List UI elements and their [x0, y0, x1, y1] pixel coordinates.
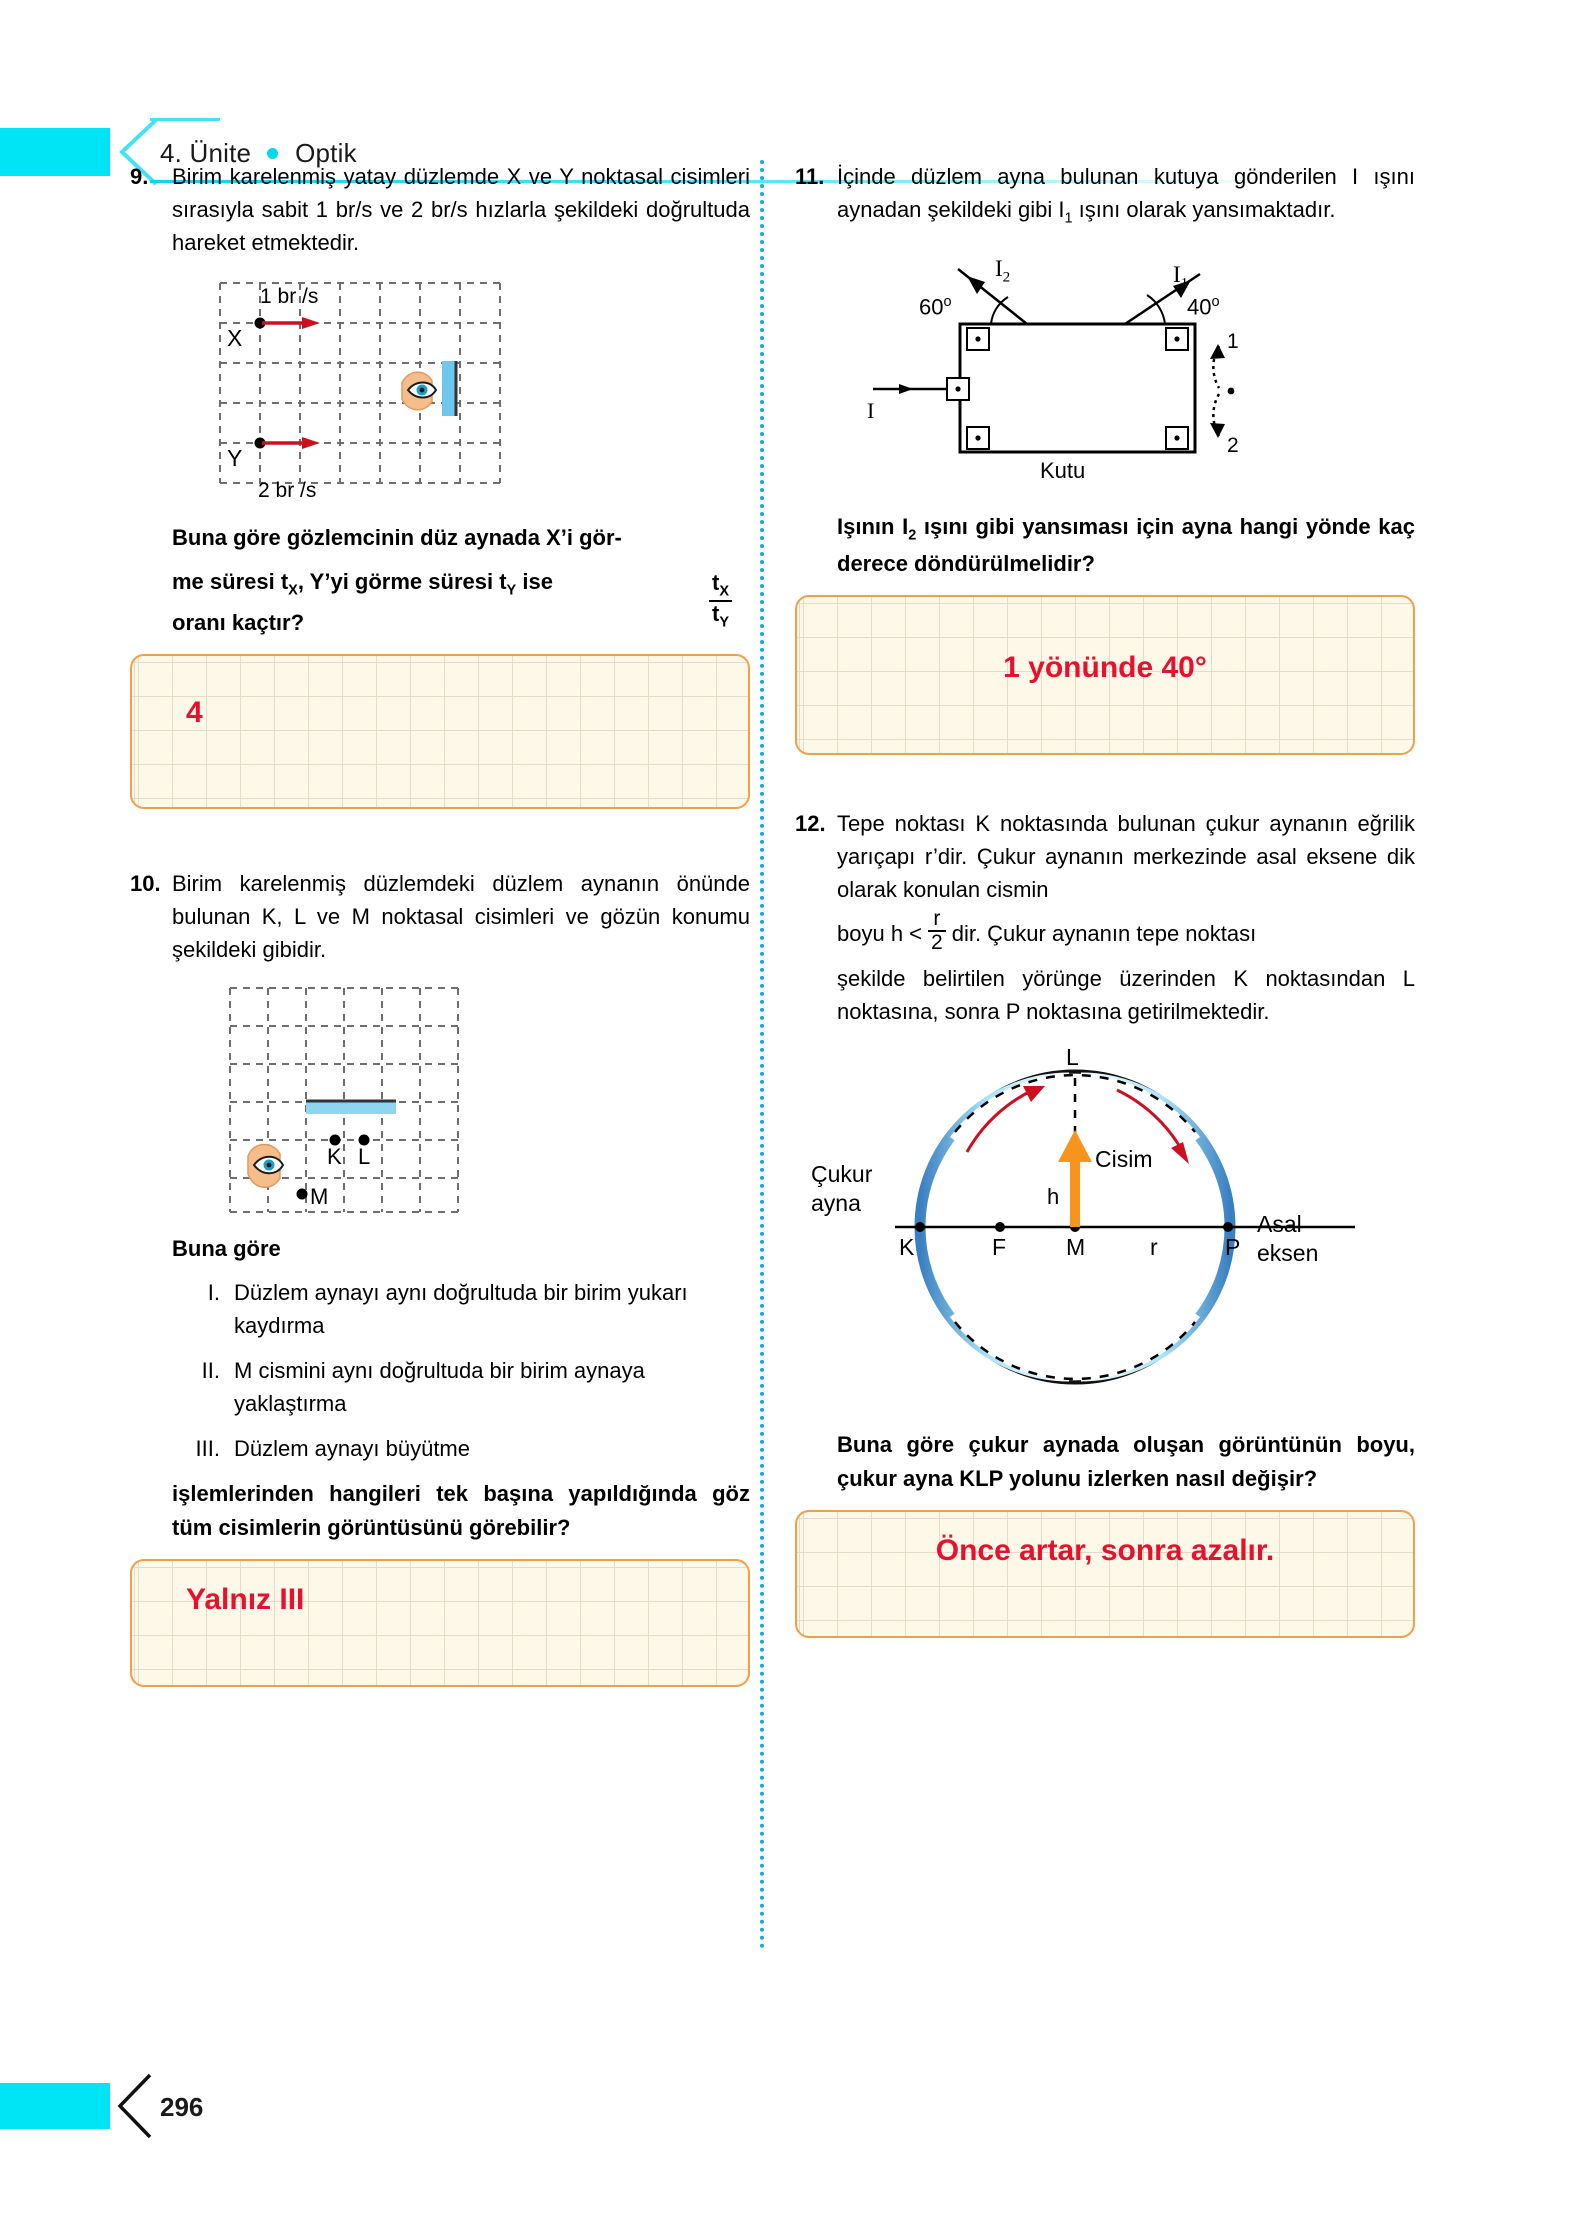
- question-12-answer: Önce artar, sonra azalır.: [935, 1534, 1275, 1568]
- question-9-speed-y-label: 2 br /s: [258, 479, 317, 502]
- header-unit-label: 4. Ünite: [160, 138, 252, 168]
- option-item: [190, 1354, 750, 1420]
- mirror-surface: [442, 361, 455, 416]
- footer-chevron-icon: [108, 2073, 152, 2139]
- header-top-rule: [150, 118, 220, 121]
- question-11-answer-box[interactable]: [795, 595, 1415, 755]
- option-item: [190, 1276, 750, 1342]
- question-11-prompt-sub: 2: [908, 527, 917, 544]
- question-9-prompt-line3: oranı kaçtır?: [172, 609, 305, 635]
- point-f-marker: [995, 1222, 1005, 1232]
- question-9-sub-y: Y: [506, 582, 517, 599]
- question-12-number: 12.: [795, 811, 826, 837]
- question-12-answer-box[interactable]: [795, 1510, 1415, 1638]
- left-column: [130, 160, 750, 1687]
- question-9-prompt: [172, 521, 750, 640]
- question-12: [795, 807, 1415, 1638]
- header-accent-block: [0, 128, 110, 176]
- question-11-prompt-a: Işının I: [837, 514, 909, 540]
- question-11-ray-i1-label: $I_1$: [1173, 262, 1189, 292]
- question-11-caption: Kutu: [1040, 458, 1086, 484]
- point-k-marker: [915, 1222, 925, 1232]
- option-text: Düzlem aynayı büyütme: [234, 1436, 470, 1462]
- question-12-text-line1: Tepe noktası K noktasında bulunan çukur aynanın eğrilik yarıçapı r’dir. Çukur aynanın merkezinde asal eksene dik olarak konulan cismin: [837, 811, 1415, 903]
- page-number: 296: [160, 2092, 204, 2122]
- question-9-point-x-label: X: [227, 325, 243, 351]
- option-roman: I.: [207, 1280, 220, 1306]
- question-12-fraction: [928, 908, 946, 954]
- footer-accent-block: [0, 2083, 110, 2129]
- question-12-radius-label: r: [1150, 1234, 1158, 1261]
- question-9-prompt-line2a: me süresi t: [172, 569, 289, 595]
- column-divider: [760, 160, 764, 1950]
- right-column: [795, 160, 1415, 1638]
- question-9-sub-x: X: [288, 582, 298, 599]
- dot-icon: [267, 148, 278, 159]
- fraction-denominator: $t_Y$: [709, 600, 732, 631]
- eye-icon: [402, 372, 436, 410]
- fraction-denominator: 2: [928, 930, 946, 954]
- question-11-rotation-2-label: 2: [1227, 434, 1239, 458]
- page-header: [0, 60, 1583, 168]
- question-11-angle-60-label: 60$^o$: [919, 294, 952, 320]
- question-12-height-label: h: [1047, 1184, 1060, 1210]
- option-text: M cismini aynı doğrultuda bir birim aynaya yaklaştırma: [234, 1358, 645, 1417]
- question-9: [130, 160, 750, 809]
- question-10-figure: [130, 978, 750, 1218]
- question-10-answer: Yalnız III: [186, 1583, 305, 1617]
- question-12-point-k-label: K: [899, 1234, 915, 1261]
- question-11-angle-40-label: 40$^o$: [1187, 294, 1220, 320]
- mirror-name-line2: ayna: [811, 1189, 861, 1216]
- question-10-number: 10.: [130, 871, 161, 897]
- question-9-answer: 4: [186, 696, 203, 730]
- question-11-ray-in-label: I: [867, 398, 875, 424]
- option-item: [190, 1432, 750, 1465]
- option-text: Düzlem aynayı aynı doğrultuda bir birim yukarı kaydırma: [234, 1280, 688, 1339]
- question-9-answer-box[interactable]: [130, 654, 750, 809]
- question-9-point-y-label: Y: [227, 445, 243, 471]
- point-m-marker: [297, 1189, 308, 1200]
- question-11-answer: 1 yönünde 40°: [1003, 651, 1207, 685]
- question-10-text: Birim karelenmiş düzlemdeki düzlem aynanın önünde bulunan K, L ve M noktasal cisimleri ve gözün konumu şekildeki gibidir.: [172, 871, 750, 963]
- question-12-figure: [795, 1042, 1415, 1412]
- question-11-sub-1: 1: [1064, 210, 1073, 227]
- option-roman: II.: [201, 1358, 220, 1384]
- mirror-surface: [306, 1102, 396, 1114]
- question-9-figure: [130, 273, 750, 503]
- question-12-text-line3: şekilde belirtilen yörünge üzerinden K noktasından L noktasına, sonra P noktasına getirilmektedir.: [837, 966, 1415, 1025]
- eye-icon: [248, 1145, 283, 1188]
- question-12-point-p-label: P: [1225, 1234, 1241, 1261]
- question-12-point-f-label: F: [992, 1234, 1007, 1261]
- question-10-prompt2: işlemlerinden hangileri tek başına yapıldığında göz tüm cisimlerin görüntüsünü görebilir?: [172, 1481, 750, 1541]
- question-11-text-a: İçinde düzlem ayna bulunan kutuya gönderilen I ışını aynadan şekildeki gibi I: [837, 164, 1415, 222]
- question-10-point-l-label: L: [358, 1144, 371, 1170]
- question-11: [795, 160, 1415, 755]
- question-10-options: [190, 1276, 750, 1465]
- question-9-speed-x-label: 1 br /s: [260, 285, 319, 308]
- fraction-numerator: r: [933, 907, 941, 931]
- question-11-figure: [795, 246, 1415, 484]
- question-12-point-l-label: L: [1066, 1044, 1079, 1071]
- question-12-axis-label: [1257, 1210, 1318, 1268]
- question-10-point-k-label: K: [327, 1144, 342, 1170]
- question-11-text-b: ışını olarak yansımaktadır.: [1072, 197, 1336, 222]
- option-roman: III.: [195, 1436, 220, 1462]
- point-p-marker: [1223, 1222, 1233, 1232]
- question-9-prompt-line2c: ise: [516, 569, 553, 595]
- question-9-ratio-fraction: [709, 571, 732, 630]
- question-12-text-line2: [837, 907, 1415, 956]
- question-9-number: 9.: [130, 164, 149, 189]
- question-11-rotation-1-label: 1: [1227, 330, 1239, 354]
- mirror-name-line1: Çukur: [811, 1161, 873, 1188]
- question-10: [130, 867, 750, 1687]
- question-11-ray-i2-label: $I_2$: [995, 256, 1011, 286]
- question-10-answer-box[interactable]: [130, 1559, 750, 1687]
- question-12-text-l2a: boyu h <: [837, 920, 923, 946]
- question-11-text: [837, 160, 1415, 230]
- question-9-text: Birim karelenmiş yatay düzlemde X ve Y noktasal cisimleri sırasıyla sabit 1 br/s ve 2 br/s hızlarla şekildeki doğrultuda hareket etmektedir.: [172, 164, 750, 255]
- question-12-object-label: Cisim: [1095, 1146, 1153, 1173]
- question-9-prompt-line2b: , Y’yi görme süresi t: [297, 569, 507, 595]
- question-12-point-m-label: M: [1066, 1234, 1086, 1261]
- axis-label-line1: Asal: [1257, 1211, 1302, 1238]
- question-10-point-m-label: M: [310, 1184, 329, 1210]
- question-11-number: 11.: [795, 164, 825, 189]
- fraction-numerator: $t_X$: [711, 569, 729, 600]
- axis-label-line2: eksen: [1257, 1239, 1319, 1266]
- header-topic-label: Optik: [295, 138, 357, 168]
- question-12-prompt: Buna göre çukur aynada oluşan görüntünün boyu, çukur ayna KLP yolunu izlerken nasıl değişir?: [837, 1432, 1415, 1492]
- question-12-mirror-name: [811, 1160, 872, 1218]
- question-9-prompt-line1: Buna göre gözlemcinin düz aynada X’i gör-: [172, 525, 622, 550]
- question-10-prompt: Buna göre: [172, 1236, 281, 1262]
- question-12-text-l2b: dir. Çukur aynanın tepe noktası: [951, 920, 1257, 946]
- question-11-prompt-b: ışını gibi yansıması için ayna hangi yönde kaç derece döndürülmelidir?: [837, 514, 1415, 577]
- question-11-prompt: [837, 510, 1415, 581]
